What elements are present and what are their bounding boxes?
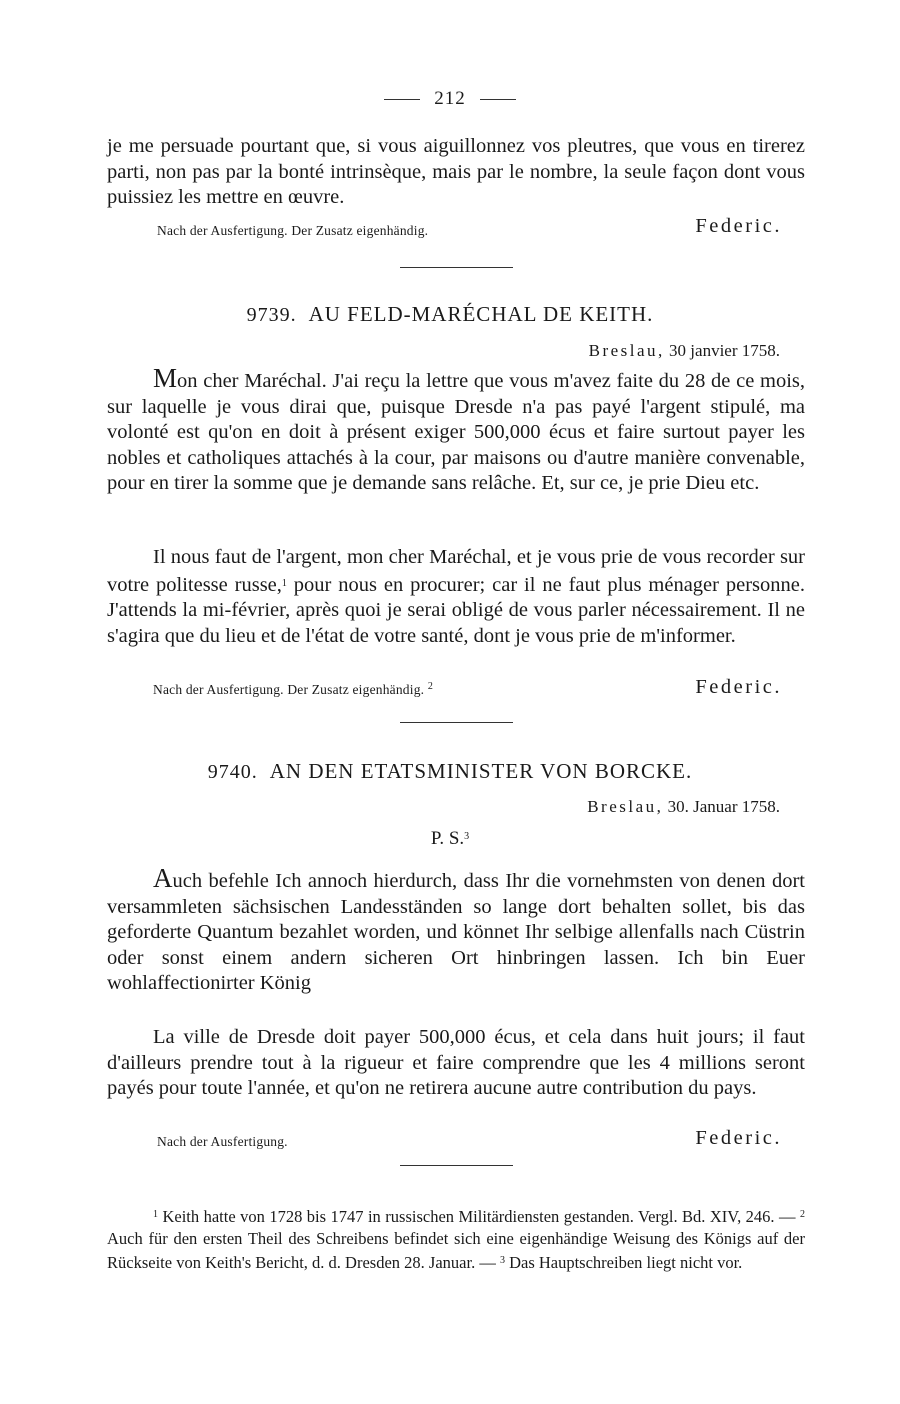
carryover-source-note: Nach der Ausfertigung. Der Zusatz eigenhändig. <box>157 223 429 238</box>
letter-9740-number: 9740. <box>207 761 258 783</box>
footnote-ref-3: 3 <box>464 831 470 842</box>
footnote-2-text: Auch für den ersten Theil des Schreibens befindet sich eine eigenhändige Weisung des Königs auf der Rückseite von Keith's Bericht, d. d. Dresden 28. Januar. — <box>107 1229 805 1272</box>
letter-9739-dateline <box>589 341 780 361</box>
footnote-1-marker: 1 <box>153 1209 158 1220</box>
ps-label-text: P. S. <box>430 828 465 849</box>
letter-9740-body: Auch befehle Ich annoch hierdurch, dass Ihr die vornehmsten von denen dort versammleten sächsischen Landesständen so lange dort behalten sollet, bis das geforderte Quantum bezahlet worden, und könnet Ihr selbige allenfalls nach Cüstrin oder sonst einem andern sicheren Ort hinbringen lassen. Ich bin Euer wohlaffectionirter König <box>107 863 805 994</box>
section-divider <box>400 722 513 723</box>
letter-9739-signature: Federic. <box>695 676 782 698</box>
page-number-dash-right <box>480 99 516 100</box>
letter-9739-title: AU FELD-MARÉCHAL DE KEITH. <box>308 302 654 326</box>
section-divider <box>400 1165 513 1166</box>
letter-9739-heading <box>0 302 900 327</box>
letter-9740-heading <box>0 759 900 784</box>
letter-9739-note-text: Nach der Ausfertigung. Der Zusatz eigenhändig. <box>153 682 425 697</box>
footnote-ref-1: 1 <box>281 577 287 589</box>
letter-9739-date: 30 janvier 1758. <box>669 341 780 360</box>
letter-9740-title: AN DEN ETATSMINISTER VON BORCKE. <box>269 759 693 783</box>
letter-9740-postscript: La ville de Dresde doit payer 500,000 écus, et cela dans huit jours; il faut d'ailleurs prendre tout à la rigueur et faire comprendre que les 4 millions seront payés pour toute l'année, et qu'on ne retirera aucune autre contribution du pays. <box>107 1026 805 1099</box>
section-divider <box>400 267 513 268</box>
letter-9740-place: Breslau, <box>587 797 664 816</box>
letter-9739-place: Breslau, <box>588 341 665 360</box>
footnote-3-marker: 3 <box>499 1255 505 1266</box>
letter-9739-body: Mon cher Maréchal. J'ai reçu la lettre que vous m'avez faite du 28 de ce mois, sur laquelle je vous dirai que, puisque Dresde n'a pas payé l'argent stipulé, ma volonté est qu'on en doit à présent exiger 500,000 écus et faire surtout payer les nobles et catholiques attachés à la cour, par maisons ou d'autre manière convenable, pour en tirer la somme que je demande sans relâche. Et, sur ce, je prie Dieu etc. <box>107 363 805 494</box>
letter-9740-source-note: Nach der Ausfertigung. <box>157 1134 288 1149</box>
footnote-2-marker: 2 <box>800 1209 805 1220</box>
letter-9740-signature: Federic. <box>695 1127 782 1149</box>
carryover-signature: Federic. <box>695 215 782 237</box>
letter-9740-dateline <box>587 797 780 817</box>
footnote-3-text: Das Hauptschreiben liegt nicht vor. <box>504 1253 743 1272</box>
page-number-line <box>0 88 900 110</box>
footnotes <box>107 1204 805 1274</box>
footnote-1-text: Keith hatte von 1728 bis 1747 in russischen Militärdiensten gestanden. Vergl. Bd. XIV, 246. — <box>158 1207 800 1226</box>
carryover-paragraph: je me persuade pourtant que, si vous aiguillonnez vos pleutres, que vous en tirerez parti, non pas par la bonté intrinsèque, mais par le nombre, la seule façon dont vous puissiez les mettre en œuvre. <box>107 135 805 208</box>
letter-9739-postscript-part1: Il nous faut de l'argent, mon cher Maréchal, et je vous prie de vous recorder sur votre politesse russe, <box>107 546 805 596</box>
letter-9739-source-note <box>153 681 433 698</box>
page-number-dash-left <box>384 99 420 100</box>
footnote-block <box>107 1204 805 1274</box>
footnote-ref-2: 2 <box>427 681 434 692</box>
page-number: 212 <box>434 88 466 109</box>
letter-9740-date: 30. Januar 1758. <box>667 797 780 816</box>
postscript-label <box>0 828 900 850</box>
letter-9739-number: 9739. <box>246 304 297 326</box>
letter-9739-postscript-part2: pour nous en procurer; car il ne faut plus ménager personne. J'attends la mi-février, après quoi je serai obligé de vous parler nécessairement. Il ne s'agira que du lieu et de l'état de votre santé, dont je vous prie de m'informer. <box>107 573 805 647</box>
letter-9739-postscript <box>107 545 805 649</box>
